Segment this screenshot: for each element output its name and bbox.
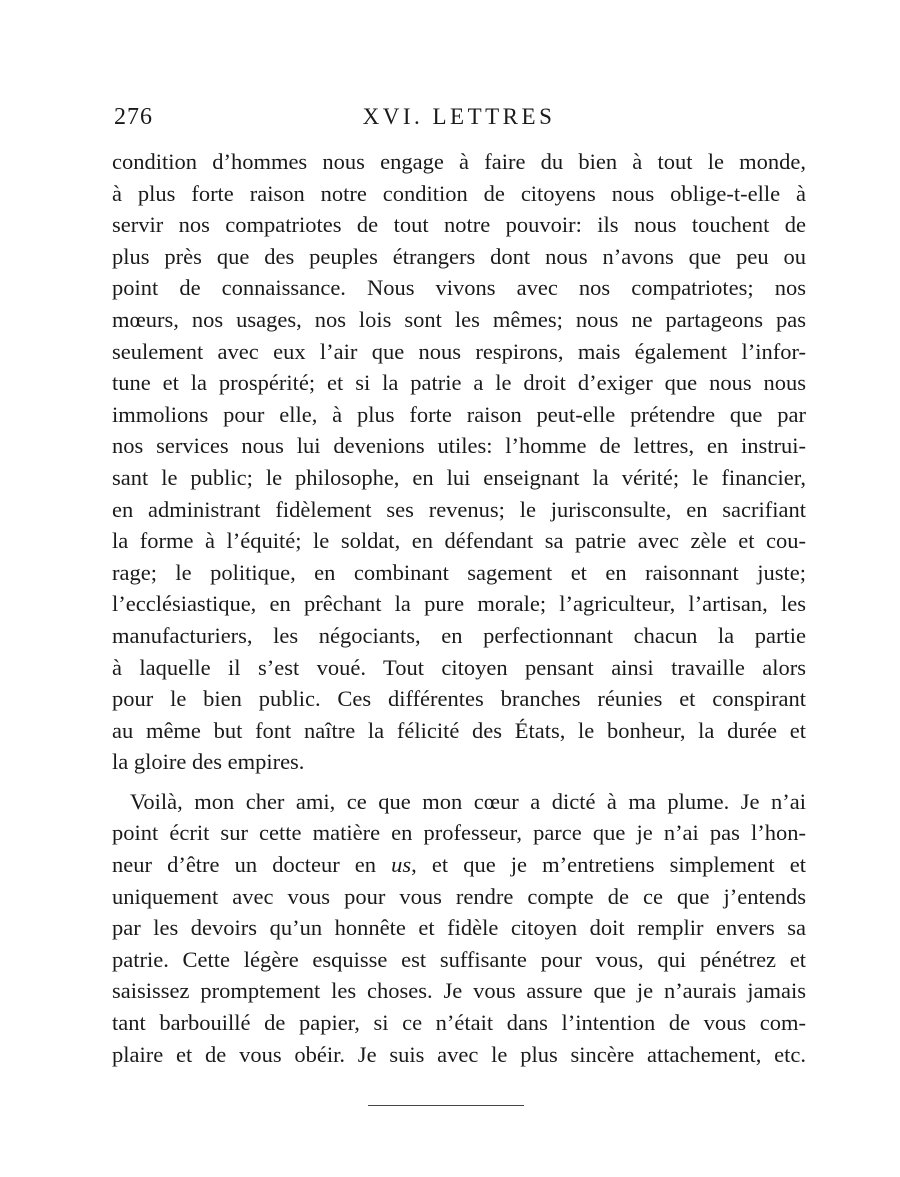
text-line: pour le bien public. Ces différentes branches réunies et conspirant [112, 686, 806, 712]
italic-term: us [391, 852, 412, 878]
text-line: la gloire des empires. [112, 749, 305, 775]
text-line: condition d’hommes nous engage à faire du bien à tout le monde, [112, 149, 806, 174]
text-line: plaire et de vous obéir. Je suis avec le plus sincère attachement, etc. [112, 1041, 806, 1067]
text-line: plus près que des peuples étrangers dont nous n’avons que peu ou [112, 243, 806, 269]
text-line: uniquement avec vous pour vous rendre compte de ce que j’entends [112, 883, 806, 909]
text-line: en administrant fidèlement ses revenus; le jurisconsulte, en sacrifiant [112, 496, 806, 522]
text-line: patrie. Cette légère esquisse est suffisante pour vous, qui pénétrez et [112, 946, 806, 972]
text-line: point de connaissance. Nous vivons avec nos compatriotes; nos [112, 275, 806, 301]
text-line: seulement avec eux l’air que nous respirons, mais également l’infor- [112, 338, 806, 364]
text-segment: , et que je m’entretiens simplement et [411, 852, 806, 878]
text-line: tant barbouillé de papier, si ce n’était dans l’intention de vous com- [112, 1010, 806, 1036]
body-text [112, 146, 806, 1070]
text-line: immolions pour elle, à plus forte raison peut-elle prétendre que par [112, 401, 806, 427]
text-line: au même but font naître la félicité des États, le bonheur, la durée et [112, 717, 806, 743]
page-number: 276 [114, 104, 153, 130]
text-line: saisissez promptement les choses. Je vous assure que je n’aurais jamais [112, 978, 806, 1004]
text-line: tune et la prospérité; et si la patrie a le droit d’exiger que nous nous [112, 370, 806, 396]
page-header [112, 104, 806, 138]
text-segment: neur d’être un docteur en [112, 852, 392, 878]
running-title: XVI. LETTRES [362, 104, 556, 129]
text-line: rage; le politique, en combinant sagement et en raisonnant juste; [112, 559, 806, 585]
text-line: à laquelle il s’est voué. Tout citoyen pensant ainsi travaille alors [112, 654, 806, 680]
end-rule [368, 1105, 524, 1106]
text-line: par les devoirs qu’un honnête et fidèle citoyen doit remplir envers sa [112, 915, 806, 941]
paragraph-1 [112, 146, 806, 778]
text-line: nos services nous lui devenions utiles: l’homme de lettres, en instrui- [112, 433, 806, 459]
paragraph-2 [112, 786, 806, 1070]
text-line: servir nos compatriotes de tout notre pouvoir: ils nous touchent de [112, 212, 806, 238]
text-line [112, 849, 806, 881]
paragraph-gap [112, 778, 806, 786]
text-line: la forme à l’équité; le soldat, en défendant sa patrie avec zèle et cou- [112, 528, 806, 554]
text-line: sant le public; le philosophe, en lui enseignant la vérité; le financier, [112, 464, 806, 490]
text-line: manufacturiers, les négociants, en perfectionnant chacun la partie [112, 622, 806, 648]
text-line: Voilà, mon cher ami, ce que mon cœur a dicté à ma plume. Je n’ai [130, 788, 806, 814]
text-line: point écrit sur cette matière en professeur, parce que je n’ai pas l’hon- [112, 820, 806, 846]
text-line: mœurs, nos usages, nos lois sont les mêmes; nous ne partageons pas [112, 306, 806, 332]
text-line: à plus forte raison notre condition de citoyens nous oblige-t-elle à [112, 180, 806, 206]
text-line: l’ecclésiastique, en prêchant la pure morale; l’agriculteur, l’artisan, les [112, 591, 806, 617]
